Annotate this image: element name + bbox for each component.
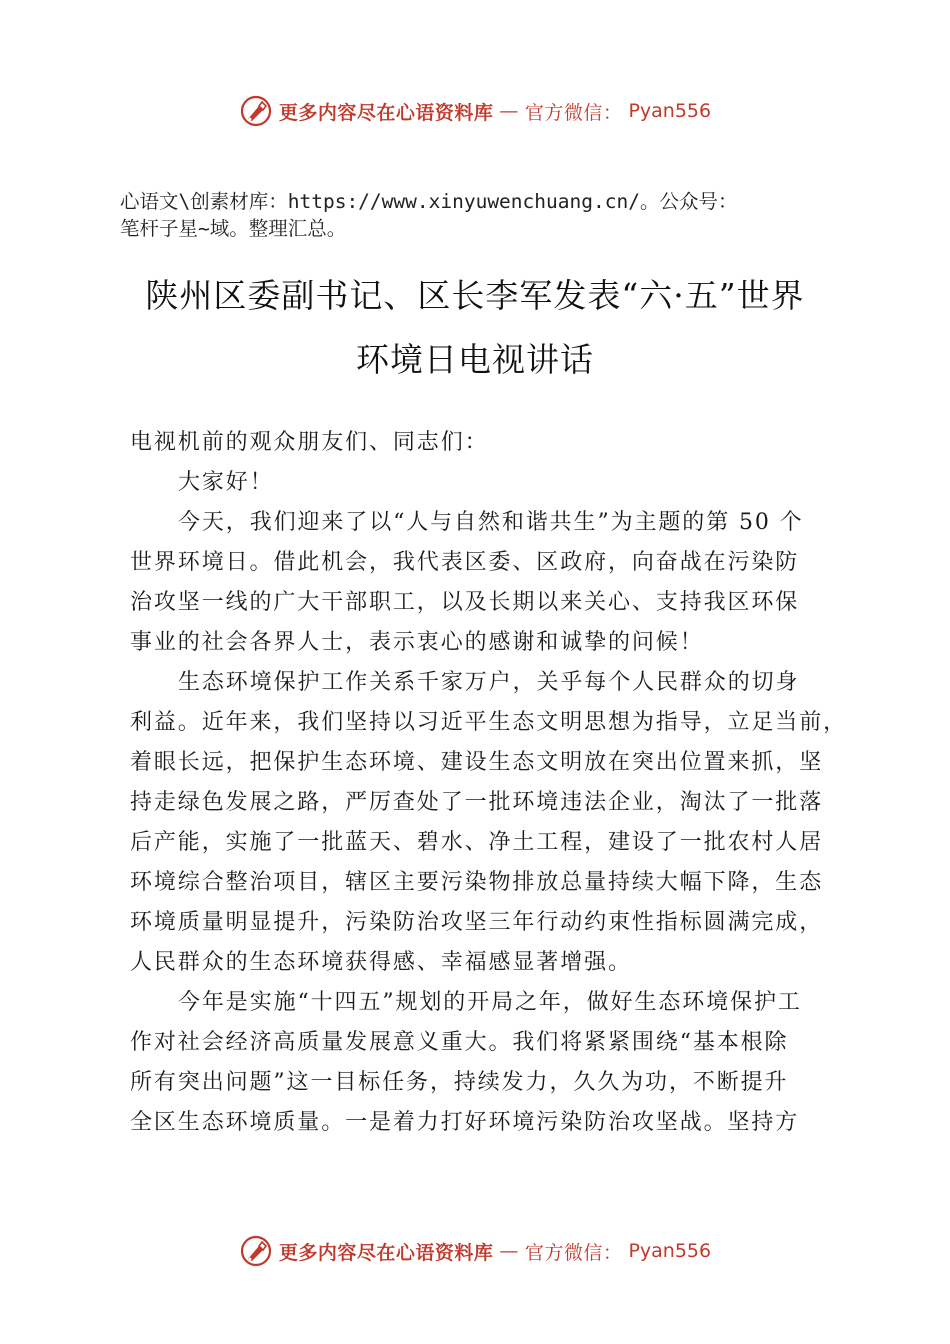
- body-line: 世界环境日。借此机会，我代表区委、区政府，向奋战在污染防: [130, 550, 800, 575]
- body-line: 后产能，实施了一批蓝天、碧水、净土工程，建设了一批农村人居: [130, 830, 824, 855]
- body-line: 今年是实施“十四五”规划的开局之年，做好生态环境保护工: [178, 990, 802, 1015]
- banner-wechat-label: 官方微信：: [524, 101, 623, 124]
- body-line: 治攻坚一线的广大干部职工，以及长期以来关心、支持我区环保: [130, 590, 800, 615]
- body-line: 环境综合整治项目，辖区主要污染物排放总量持续大幅下降，生态: [130, 870, 824, 895]
- banner-wechat-id: Pyan556: [628, 100, 712, 122]
- body-line: 环境质量明显提升，污染防治攻坚三年行动约束性指标圆满完成，: [130, 910, 824, 935]
- body-line: 作对社会经济高质量发展意义重大。我们将紧紧围绕“基本根除: [130, 1030, 789, 1055]
- body-line: 持走绿色发展之路，严厉查处了一批环境违法企业，淘汰了一批落: [130, 790, 824, 815]
- body-line: 利益。近年来，我们坚持以习近平生态文明思想为指导，立足当前，: [130, 710, 848, 735]
- source-note: [120, 188, 840, 242]
- body-line: 着眼长远，把保护生态环境、建设生态文明放在突出位置来抓，坚: [130, 750, 824, 775]
- body-line: 事业的社会各界人士，表示衷心的感谢和诚挚的问候！: [130, 630, 704, 655]
- top-banner: [0, 94, 950, 128]
- banner-separator: —: [499, 1240, 519, 1262]
- banner-wechat-label: 官方微信：: [524, 1241, 623, 1264]
- body-line: 生态环境保护工作关系千家万户，关乎每个人民群众的切身: [178, 670, 800, 695]
- source-line-1: 心语文\创素材库：https://www.xinyuwenchuang.cn/。公众号：: [120, 190, 738, 213]
- banner-main-text: 更多内容尽在心语资料库: [278, 1241, 494, 1264]
- banner-separator: —: [499, 100, 519, 122]
- body-line: 全区生态环境质量。一是着力打好环境污染防治攻坚战。坚持方: [130, 1110, 800, 1135]
- pen-nib-logo-icon: [239, 94, 273, 128]
- salutation: 电视机前的观众朋友们、同志们：: [130, 430, 489, 455]
- body-line: 所有突出问题”这一目标任务，持续发力，久久为功，不断提升: [130, 1070, 789, 1095]
- body-line: 今天，我们迎来了以“人与自然和谐共生”为主题的第 50 个: [178, 510, 804, 535]
- source-line-2: 笔杆子星~域。整理汇总。: [120, 217, 347, 240]
- banner-main-text: 更多内容尽在心语资料库: [278, 101, 494, 124]
- document-title-line-1: 陕州区委副书记、区长李军发表“六·五”世界: [145, 276, 805, 315]
- document-title-line-2: 环境日电视讲话: [356, 340, 594, 379]
- banner-wechat-id: Pyan556: [628, 1240, 712, 1262]
- bottom-banner: [0, 1234, 950, 1268]
- pen-nib-logo-icon: [239, 1234, 273, 1268]
- greeting: 大家好！: [178, 470, 274, 495]
- body-line: 人民群众的生态环境获得感、幸福感显著增强。: [130, 950, 632, 975]
